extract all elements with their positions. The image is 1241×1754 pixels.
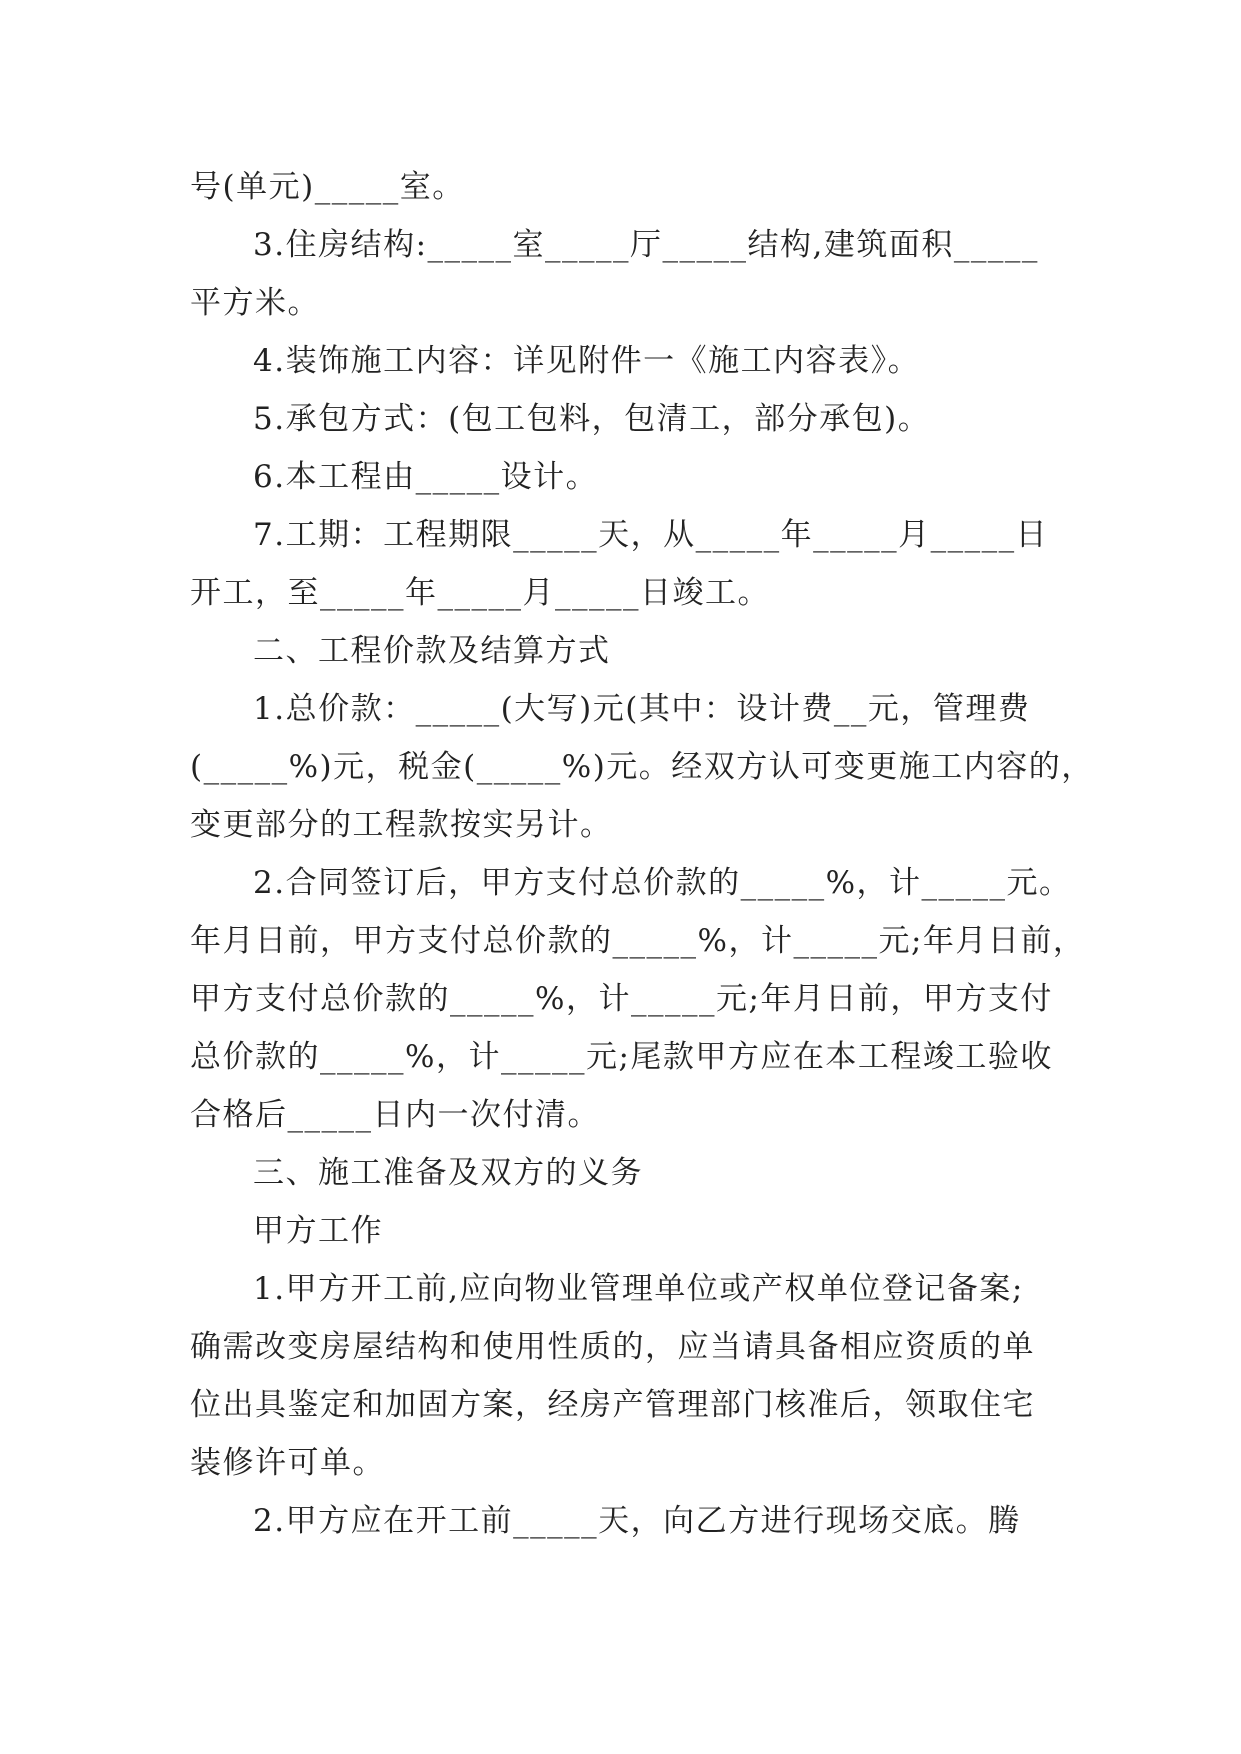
subsection-heading: 甲方工作 — [253, 1213, 383, 1249]
text-line: 2.合同签订后，甲方支付总价款的_____%，计_____元。 — [253, 865, 1072, 901]
text-line: 3.住房结构:_____室_____厅_____结构,建筑面积_____ — [253, 227, 1039, 263]
text-line: 装修许可单。 — [190, 1445, 385, 1481]
text-line: 2.甲方应在开工前_____天，向乙方进行现场交底。腾 — [253, 1503, 1021, 1539]
section-heading: 二、工程价款及结算方式 — [253, 633, 611, 669]
text-line: 年月日前，甲方支付总价款的_____%，计_____元;年月日前， — [190, 923, 1086, 959]
text-line: 4.装饰施工内容：详见附件一《施工内容表》。 — [253, 343, 921, 379]
text-line: (_____%)元，税金(_____%)元。经双方认可变更施工内容的， — [190, 749, 1094, 785]
text-line: 1.总价款：_____(大写)元(其中：设计费__元，管理费 — [253, 691, 1031, 727]
text-line: 5.承包方式：(包工包料，包清工，部分承包)。 — [253, 401, 931, 437]
text-line: 6.本工程由_____设计。 — [253, 459, 599, 495]
text-line: 确需改变房屋结构和使用性质的，应当请具备相应资质的单 — [190, 1329, 1035, 1365]
section-heading: 三、施工准备及双方的义务 — [253, 1155, 643, 1191]
text-line: 号(单元)_____室。 — [190, 169, 465, 205]
text-line: 1.甲方开工前,应向物业管理单位或产权单位登记备案; — [253, 1271, 1024, 1307]
text-line: 甲方支付总价款的_____%，计_____元;年月日前，甲方支付 — [190, 981, 1053, 1017]
text-line: 变更部分的工程款按实另计。 — [190, 807, 613, 843]
text-line: 7.工期：工程期限_____天，从_____年_____月_____日 — [253, 517, 1049, 553]
text-line: 开工，至_____年_____月_____日竣工。 — [190, 575, 770, 611]
text-line: 平方米。 — [190, 285, 320, 321]
text-line: 合格后_____日内一次付清。 — [190, 1097, 600, 1133]
text-line: 总价款的_____%，计_____元;尾款甲方应在本工程竣工验收 — [190, 1039, 1053, 1075]
document-body — [190, 158, 1094, 1550]
text-line: 位出具鉴定和加固方案，经房产管理部门核准后，领取住宅 — [190, 1387, 1035, 1423]
